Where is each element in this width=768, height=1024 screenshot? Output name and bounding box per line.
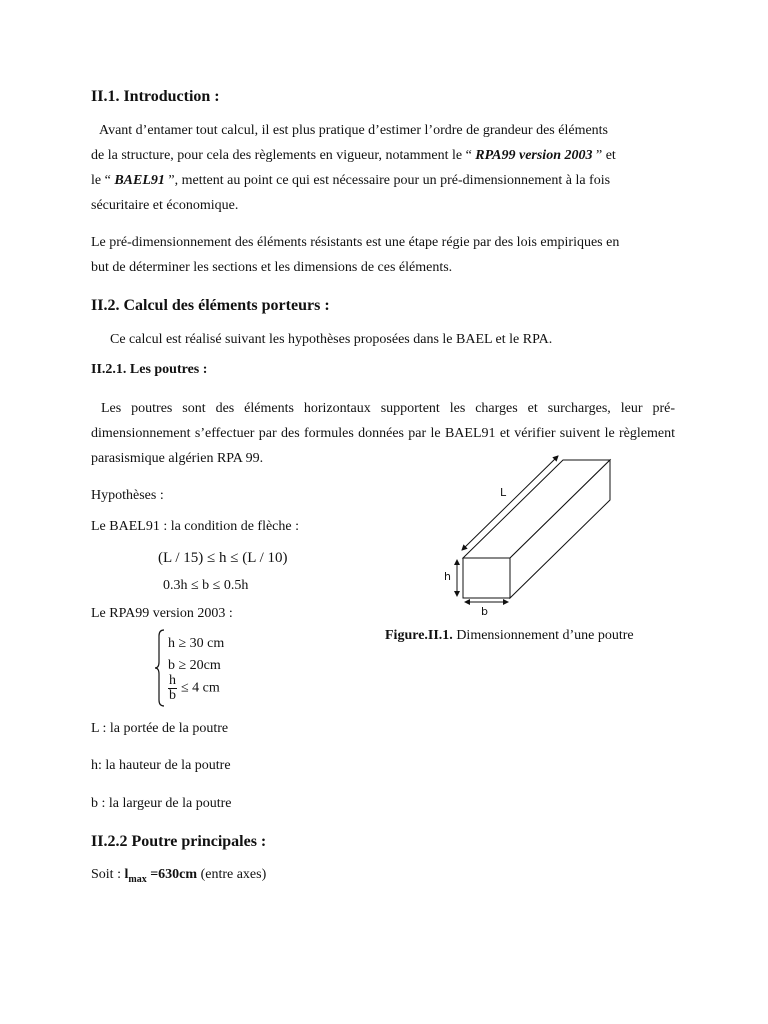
beam-diagram-icon bbox=[430, 448, 630, 626]
intro-p2-line-1: Le pré-dimensionnement des éléments résistants est une étape régie par des lois empiriques en bbox=[91, 235, 620, 250]
figure-label-L: L bbox=[500, 486, 507, 499]
lmax-line bbox=[91, 862, 266, 892]
lmax-subscript: max bbox=[128, 873, 147, 885]
intro-line-1: Avant d’entamer tout calcul, il est plus pratique d’estimer l’ordre de grandeur des éléments bbox=[99, 123, 609, 138]
ratio-fraction bbox=[168, 674, 177, 703]
intro-text-2a: de la structure, pour cela des règlements en vigueur, notamment le “ bbox=[91, 148, 476, 163]
beam-figure bbox=[430, 448, 630, 626]
soit-label: Soit : bbox=[91, 867, 125, 882]
lmax-note: (entre axes) bbox=[197, 867, 267, 882]
intro-text-3a: le “ bbox=[91, 173, 115, 188]
fleche-formula: (L / 15) ≤ h ≤ (L / 10) bbox=[158, 550, 288, 566]
calcul-intro-text: Ce calcul est réalisé suivant les hypothèses proposées dans le BAEL et le RPA. bbox=[110, 332, 553, 347]
intro-line-4: sécuritaire et économique. bbox=[91, 198, 239, 213]
rpa-condition-ratio bbox=[168, 674, 220, 703]
figure-caption-text: Dimensionnement d’une poutre bbox=[452, 628, 634, 643]
intro-text-3b: ”, mettent au point ce qui est nécessaire pour un pré-dimensionnement à la fois bbox=[164, 173, 611, 188]
definition-L: L : la portée de la poutre bbox=[91, 721, 229, 736]
rpa99-reference: RPA99 version 2003 bbox=[475, 148, 593, 163]
ratio-numerator: h bbox=[169, 673, 176, 688]
intro-paragraph-2 bbox=[91, 230, 619, 280]
intro-line-3 bbox=[91, 168, 616, 193]
bael91-reference: BAEL91 bbox=[114, 173, 165, 188]
width-formula: 0.3h ≤ b ≤ 0.5h bbox=[163, 578, 249, 593]
ratio-limit: ≤ 4 cm bbox=[181, 680, 220, 696]
bael91-condition-label: Le BAEL91 : la condition de flèche : bbox=[91, 519, 299, 534]
section-title-introduction: II.1. Introduction : bbox=[91, 88, 220, 105]
section-title-calcul: II.2. Calcul des éléments porteurs : bbox=[91, 297, 330, 314]
figure-caption bbox=[385, 623, 634, 648]
left-brace-icon bbox=[154, 628, 166, 708]
rpa-condition-width: b ≥ 20cm bbox=[168, 658, 221, 673]
hypotheses-label: Hypothèses : bbox=[91, 488, 164, 503]
intro-paragraph-1 bbox=[91, 118, 616, 218]
section-title-poutres-principales: II.2.2 Poutre principales : bbox=[91, 833, 267, 850]
lmax-symbol: l bbox=[124, 867, 129, 882]
ratio-denominator: b bbox=[169, 688, 176, 703]
figure-caption-number: Figure.II.1. bbox=[385, 628, 453, 643]
definition-b: b : la largeur de la poutre bbox=[91, 796, 232, 811]
intro-text-2b: ” et bbox=[592, 148, 616, 163]
section-title-poutres: II.2.1. Les poutres : bbox=[91, 362, 208, 377]
poutres-paragraph: Les poutres sont des éléments horizontaux supportent les charges et surcharges, leur pré-dimensionnement s’effectuer par des formules données par le BAEL91 et vérifier suivent le règlement parasismique algérien RPA 99. bbox=[91, 401, 675, 466]
rpa99-condition-label: Le RPA99 version 2003 : bbox=[91, 606, 233, 621]
figure-label-h: h bbox=[444, 570, 451, 583]
lmax-value: =630cm bbox=[146, 867, 198, 882]
figure-label-b: b bbox=[481, 605, 488, 618]
rpa-condition-height: h ≥ 30 cm bbox=[168, 636, 225, 651]
intro-line-2 bbox=[91, 143, 616, 168]
intro-p2-line-2: but de déterminer les sections et les dimensions de ces éléments. bbox=[91, 260, 453, 275]
definition-h: h: la hauteur de la poutre bbox=[91, 758, 231, 773]
